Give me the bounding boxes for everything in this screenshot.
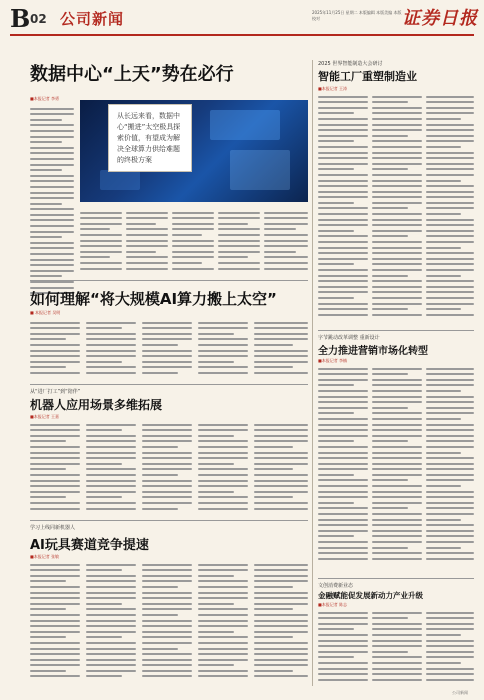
article2-headline: 如何理解“将大规模AI算力搬上太空” bbox=[30, 290, 277, 308]
article3-headline: 机器人应用场景多维拓展 bbox=[30, 398, 163, 412]
lead-byline: ■本报记者 李勇 bbox=[30, 96, 60, 101]
right2-column-2 bbox=[372, 364, 422, 574]
lead-headline: 数据中心“上天”势在必行 bbox=[30, 64, 234, 85]
article3-column-1 bbox=[30, 420, 80, 515]
article4-kicker: 学习上线同新机器人 bbox=[30, 525, 76, 531]
article4-column-2 bbox=[86, 560, 136, 684]
lead-column-4 bbox=[172, 208, 214, 278]
article4-headline: AI玩具赛道竞争提速 bbox=[30, 538, 149, 553]
issue-meta: 2025年11月25日 星期二 本版编辑 本版美编 本版校对 bbox=[312, 10, 402, 21]
article4-column-4 bbox=[198, 560, 248, 684]
page-number: 02 bbox=[30, 12, 47, 26]
right2-byline: ■本报记者 李楠 bbox=[318, 358, 348, 363]
right3-byline: ■本报记者 陈志 bbox=[318, 602, 348, 607]
right1-headline: 智能工厂重塑制造业 bbox=[318, 70, 417, 83]
article2-column-4 bbox=[198, 318, 248, 380]
column-separator bbox=[312, 60, 313, 686]
article2-column-1 bbox=[30, 318, 80, 380]
section-title: 公司新闻 bbox=[60, 10, 125, 28]
page-letter: B bbox=[10, 4, 31, 33]
right3-kicker: 文创消费新业态 bbox=[318, 583, 354, 589]
article4-column-1 bbox=[30, 560, 80, 684]
right1-byline: ■本报记者 王涛 bbox=[318, 86, 348, 91]
article4-column-3 bbox=[142, 560, 192, 684]
right2-kicker: 字节跳动改革调整 重新设计 bbox=[318, 335, 380, 341]
article2-byline: ■ 本报记者 吴明 bbox=[30, 310, 61, 315]
right1-column-3 bbox=[426, 92, 474, 326]
article3-column-3 bbox=[142, 420, 192, 515]
right2-headline: 全力推进营销市场化转型 bbox=[318, 346, 428, 357]
lead-column-2 bbox=[80, 208, 122, 278]
article3-column-2 bbox=[86, 420, 136, 515]
lead-callout: 从长远来看，数据中心“搬进”太空极具探索价值，有望成为解决全球算力供给难题的终极方案 bbox=[108, 104, 192, 172]
article3-byline: ■本报记者 王嘉 bbox=[30, 414, 60, 419]
right1-kicker: 2025 世界智能制造大会研讨 bbox=[318, 61, 383, 67]
right3-column-2 bbox=[372, 608, 422, 686]
right1-column-2 bbox=[372, 92, 422, 326]
lead-column-5 bbox=[218, 208, 260, 278]
right2-column-1 bbox=[318, 364, 368, 574]
article4-column-5 bbox=[254, 560, 308, 684]
header-rule bbox=[10, 34, 474, 36]
article3-column-5 bbox=[254, 420, 308, 515]
article3-kicker: 从“进厂打工”到“陪伴” bbox=[30, 389, 81, 395]
article2-column-5 bbox=[254, 318, 308, 380]
right1-column-1 bbox=[318, 92, 368, 326]
article2-column-3 bbox=[142, 318, 192, 380]
article4-byline: ■本报记者 张敏 bbox=[30, 554, 60, 559]
right3-column-1 bbox=[318, 608, 368, 686]
article3-column-4 bbox=[198, 420, 248, 515]
lead-column-3 bbox=[126, 208, 168, 278]
lead-column-6 bbox=[264, 208, 308, 278]
article2-column-2 bbox=[86, 318, 136, 380]
right3-column-3 bbox=[426, 608, 474, 686]
right2-column-3 bbox=[426, 364, 474, 574]
footer-section-label: 公司新闻 bbox=[452, 690, 468, 695]
newspaper-logo: 证券日报 bbox=[402, 8, 478, 29]
lead-column-1 bbox=[30, 104, 74, 304]
right3-headline: 金融赋能促发展新动力产业升级 bbox=[318, 591, 423, 600]
